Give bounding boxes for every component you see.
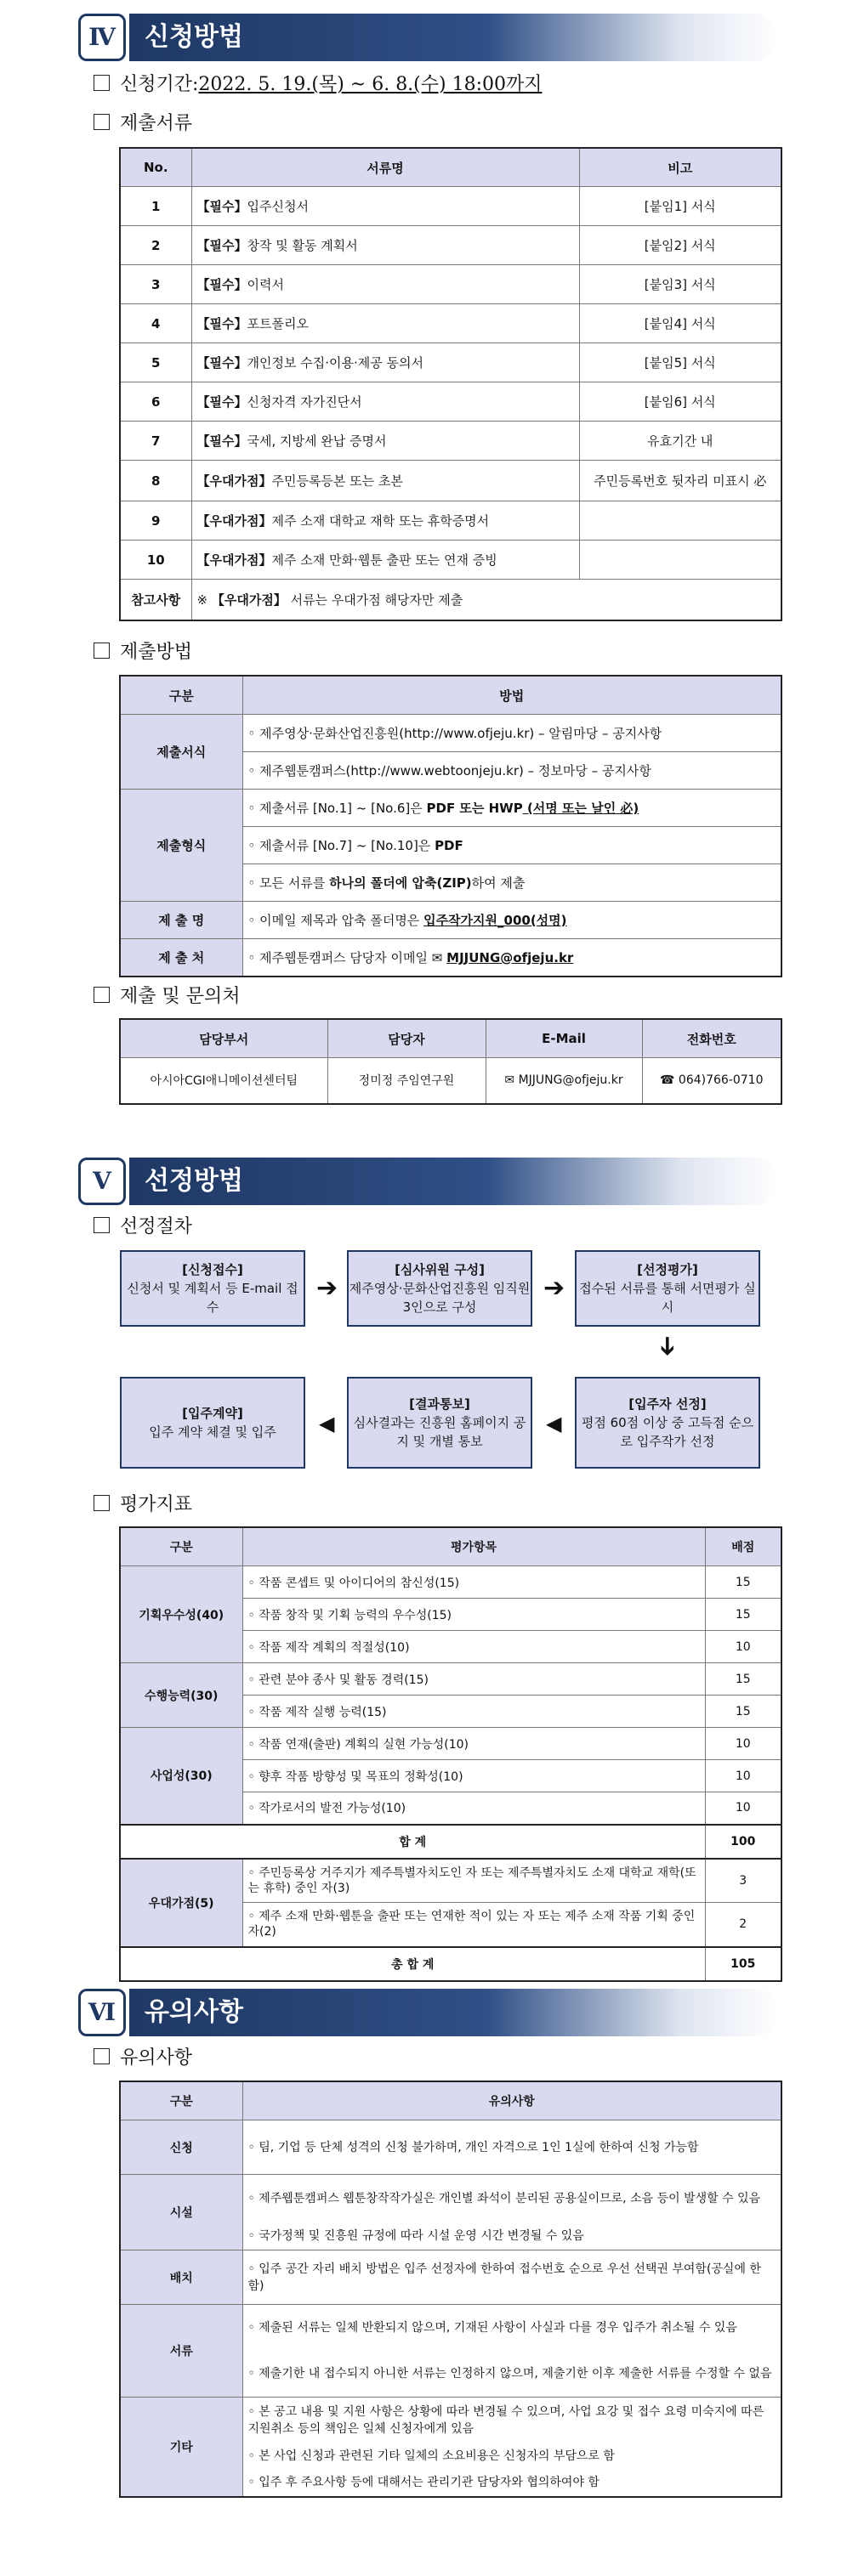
col-header: 배점 — [705, 1527, 781, 1566]
step-evaluation: [선정평가] 접수된 서류를 통해 서면평가 실시 — [575, 1250, 760, 1327]
contact-heading: 제출 및 문의처 — [94, 982, 241, 1008]
table-row: ◦ 제출기한 내 접수되지 아니한 서류는 인정하지 않으며, 제출기한 이후 제출한 서류를 수정할 수 없음 — [120, 2351, 781, 2398]
col-header: 전화번호 — [642, 1019, 781, 1058]
notes-heading: 유의사항 — [94, 2043, 192, 2069]
table-row: 6 【필수】신청자격 자가진단서 [붙임6] 서식 — [120, 382, 781, 422]
method-table — [119, 675, 782, 977]
section-5-header — [78, 1158, 779, 1203]
section-title: 유의사항 — [145, 1997, 243, 2027]
sum-row: 합 계 100 — [120, 1825, 781, 1859]
table-row: 제 출 처 ◦ 제주웹툰캠퍼스 담당자 이메일 ✉ MJJUNG@ofjeju.kr — [120, 939, 781, 977]
arrow-left-icon: ◀ — [319, 1412, 335, 1435]
step-committee: [심사위원 구성] 제주영상·문화산업진흥원 임직원 3인으로 구성 — [347, 1250, 532, 1327]
arrow-down-icon: ➔ — [652, 1335, 683, 1357]
total-row: 총 합 계 105 — [120, 1947, 781, 1981]
section-4-header — [78, 14, 779, 59]
checkbox-icon — [94, 643, 110, 659]
contact-table — [119, 1018, 782, 1105]
mail-icon: ✉ — [504, 1073, 515, 1088]
col-header: 구분 — [120, 1527, 242, 1566]
table-row: 시설 ◦ 제주웹툰캠퍼스 웹툰창작작가실은 개인별 좌석이 분리된 공용실이므로, 소음 등이 발생할 수 있음 — [120, 2175, 781, 2223]
email-link[interactable]: MJJUNG@ofjeju.kr — [446, 949, 574, 965]
process-heading: 선정절차 — [94, 1212, 192, 1238]
checkbox-icon — [94, 2048, 110, 2064]
table-row: 4 【필수】포트폴리오 [붙임4] 서식 — [120, 304, 781, 343]
application-period: 신청기간: 2022. 5. 19.(목) ~ 6. 8.(수) 18:00까지 — [94, 70, 543, 96]
section-6-header — [78, 1989, 779, 2035]
table-row: ◦ 제주 소재 만화·웹툰을 출판 또는 연재한 적이 있는 자 또는 제주 소재 작품 기획 중인 자(2) 2 — [120, 1903, 781, 1947]
table-row: 신청 ◦ 팀, 기업 등 단체 성격의 신청 불가하며, 개인 자격으로 1인 1실에 한하여 신청 가능함 — [120, 2120, 781, 2175]
mail-icon: ✉ — [431, 949, 443, 965]
col-header: 유의사항 — [242, 2081, 781, 2120]
section-number: Ⅴ — [78, 1158, 126, 1205]
table-row: 수행능력(30) ◦ 관련 분야 종사 및 활동 경력(15) 15 — [120, 1663, 781, 1696]
checkbox-icon — [94, 987, 110, 1003]
table-row: 1 【필수】입주신청서 [붙임1] 서식 — [120, 187, 781, 226]
table-row: 제 출 명 ◦ 이메일 제목과 압축 폴더명은 입주작가지원_000(성명) — [120, 902, 781, 939]
col-header: 담당자 — [327, 1019, 486, 1058]
eval-table — [119, 1526, 782, 1982]
table-row: 아시아CGI애니메이션센터팀 정미정 주임연구원 ✉ MJJUNG@ofjeju.kr ☎ 064)766-0710 — [120, 1058, 781, 1104]
arrow-left-icon: ◀ — [546, 1412, 562, 1435]
table-row: 서류 ◦ 제출된 서류는 일체 반환되지 않으며, 기재된 사항이 사실과 다를 경우 입주가 취소될 수 있음 — [120, 2305, 781, 2352]
table-row: 제출형식 ◦ 제출서류 [No.1] ~ [No.6]은 PDF 또는 HWP (서명 또는 날인 必) — [120, 790, 781, 827]
section-title: 신청방법 — [145, 22, 243, 52]
table-row: ◦ 본 사업 신청과 관련된 기타 일체의 소요비용은 신청자의 부담으로 함 — [120, 2443, 781, 2469]
step-result: [결과통보] 심사결과는 진흥원 홈페이지 공지 및 개별 통보 — [347, 1377, 532, 1469]
table-row: ◦ 작품 제작 실행 능력(15) 15 — [120, 1696, 781, 1728]
col-header: 구분 — [120, 676, 242, 715]
notes-table — [119, 2081, 782, 2498]
checkbox-icon — [94, 75, 110, 91]
table-row: 참고사항 ※ 【우대가점】 서류는 우대가점 해당자만 제출 — [120, 580, 781, 620]
eval-heading: 평가지표 — [94, 1490, 192, 1516]
table-row: ◦ 제출서류 [No.7] ~ [No.10]은 PDF — [120, 827, 781, 864]
table-row: ◦ 입주 후 주요사항 등에 대해서는 관리기관 담당자와 협의하여야 함 — [120, 2469, 781, 2497]
step-apply: [신청접수] 신청서 및 계획서 등 E-mail 접수 — [120, 1250, 305, 1327]
phone-icon: ☎ — [660, 1073, 675, 1088]
table-row: 제출서식 ◦ 제주영상·문화산업진흥원(http://www.ofjeju.kr) – 알림마당 – 공지사항 — [120, 715, 781, 752]
col-header: 평가항목 — [242, 1527, 705, 1566]
table-row: 8 【우대가점】주민등록등본 또는 초본 주민등록번호 뒷자리 미표시 必 — [120, 461, 781, 501]
table-row: ◦ 제주웹툰캠퍼스(http://www.webtoonjeju.kr) – 정보마당 – 공지사항 — [120, 752, 781, 790]
col-header: 담당부서 — [120, 1019, 327, 1058]
table-row: 사업성(30) ◦ 작품 연재(출판) 계획의 실현 가능성(10) 10 — [120, 1728, 781, 1760]
section-title: 선정방법 — [145, 1166, 243, 1196]
table-row: 기획우수성(40) ◦ 작품 콘셉트 및 아이디어의 참신성(15) 15 — [120, 1566, 781, 1599]
docs-table — [119, 147, 782, 621]
method-heading: 제출방법 — [94, 637, 192, 664]
col-header: 방법 — [242, 676, 781, 715]
col-header: 서류명 — [191, 148, 579, 187]
table-row: ◦ 국가정책 및 진흥원 규정에 따라 시설 운영 시간 변경될 수 있음 — [120, 2222, 781, 2250]
arrow-right-icon: ➔ — [316, 1273, 338, 1303]
table-row: ◦ 모든 서류를 하나의 폴더에 압축(ZIP)하여 제출 — [120, 864, 781, 902]
checkbox-icon — [94, 1495, 110, 1511]
arrow-right-icon: ➔ — [543, 1273, 565, 1303]
table-row: 3 【필수】이력서 [붙임3] 서식 — [120, 265, 781, 304]
table-row: 7 【필수】국세, 지방세 완납 증명서 유효기간 내 — [120, 422, 781, 461]
step-contract: [입주계약] 입주 계약 체결 및 입주 — [120, 1377, 305, 1469]
col-header: 구분 — [120, 2081, 242, 2120]
table-row: ◦ 향후 작품 방향성 및 목표의 정확성(10) 10 — [120, 1760, 781, 1792]
checkbox-icon — [94, 1217, 110, 1233]
checkbox-icon — [94, 114, 110, 130]
col-header: No. — [120, 148, 191, 187]
table-row: 기타 ◦ 본 공고 내용 및 지원 사항은 상황에 따라 변경될 수 있으며, 사업 요강 및 접수 요령 미숙지에 따른 지원취소 등의 책임은 일체 신청자에게 있음 — [120, 2398, 781, 2444]
table-row: 우대가점(5) ◦ 주민등록상 거주지가 제주특별자치도인 자 또는 제주특별자치도 소재 대학교 재학(또는 휴학) 중인 자(3) 3 — [120, 1859, 781, 1903]
step-selection: [입주자 선정] 평점 60점 이상 중 고득점 순으로 입주작가 선정 — [575, 1377, 760, 1469]
docs-heading: 제출서류 — [94, 109, 192, 135]
col-header: E-Mail — [486, 1019, 642, 1058]
table-row: 배치 ◦ 입주 공간 자리 배치 방법은 입주 선정자에 한하여 접수번호 순으로 우선 선택권 부여함(공실에 한함) — [120, 2250, 781, 2305]
section-number: Ⅳ — [78, 14, 126, 61]
col-header: 비고 — [579, 148, 781, 187]
table-row: 10 【우대가점】제주 소재 만화·웹툰 출판 또는 연재 증빙 — [120, 541, 781, 580]
table-row: ◦ 작품 창작 및 기획 능력의 우수성(15) 15 — [120, 1599, 781, 1631]
table-row: ◦ 작품 제작 계획의 적절성(10) 10 — [120, 1631, 781, 1663]
email-link[interactable]: MJJUNG@ofjeju.kr — [518, 1073, 623, 1088]
table-row: ◦ 작가로서의 발전 가능성(10) 10 — [120, 1792, 781, 1825]
table-row: 9 【우대가점】제주 소재 대학교 재학 또는 휴학증명서 — [120, 501, 781, 541]
table-row: 5 【필수】개인정보 수집·이용·제공 동의서 [붙임5] 서식 — [120, 343, 781, 382]
table-row: 2 【필수】창작 및 활동 계획서 [붙임2] 서식 — [120, 226, 781, 265]
section-number: Ⅵ — [78, 1989, 126, 2036]
